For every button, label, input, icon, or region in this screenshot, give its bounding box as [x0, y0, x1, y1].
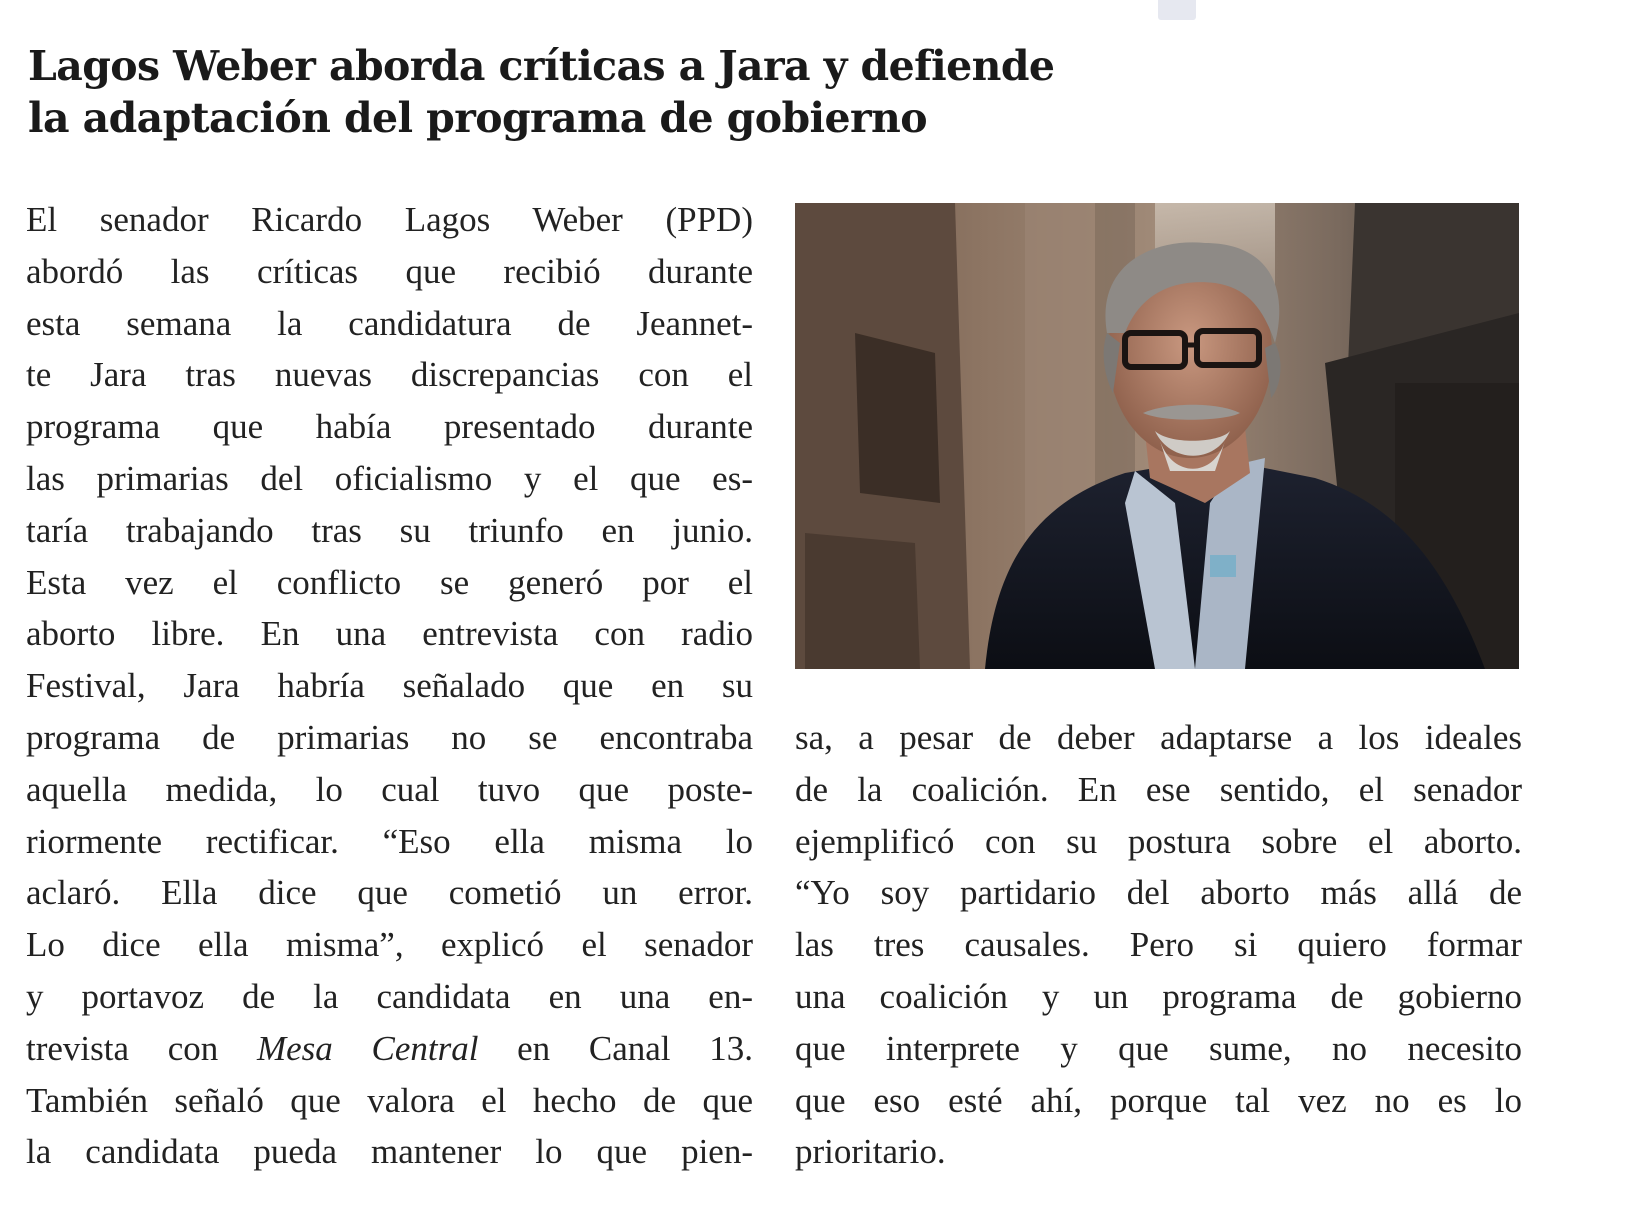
body-line: También señaló que valora el hecho de que	[26, 1080, 753, 1120]
body-line: las tres causales. Pero si quiero formar	[795, 925, 1522, 965]
body-line: que eso esté ahí, porque tal vez no es lo	[795, 1080, 1522, 1120]
body-line: una coalición y un programa de gobierno	[795, 976, 1522, 1016]
body-line: aclaró. Ella dice que cometió un error.	[26, 873, 753, 913]
body-line: de la coalición. En ese sentido, el senador	[795, 769, 1522, 809]
article-column-right	[795, 712, 1522, 1178]
body-line: Esta vez el conflicto se generó por el	[26, 562, 753, 602]
body-line: Festival, Jara habría señalado que en su	[26, 666, 753, 706]
portrait-image	[795, 203, 1519, 669]
article-column-left	[26, 194, 753, 1178]
body-line: programa de primarias no se encontraba	[26, 717, 753, 757]
body-line: que interprete y que sume, no necesito	[795, 1028, 1522, 1068]
body-line-last: prioritario.	[795, 1132, 946, 1172]
headline	[28, 40, 1128, 144]
body-line: las primarias del oficialismo y el que es-	[26, 458, 753, 498]
body-line: ejemplificó con su postura sobre el aborto.	[795, 821, 1522, 861]
body-line: “Yo soy partidario del aborto más allá de	[795, 873, 1522, 913]
body-line: programa que había presentado durante	[26, 407, 753, 447]
body-line: sa, a pesar de deber adaptarse a los ideales	[795, 718, 1522, 757]
body-line: riormente rectificar. “Eso ella misma lo	[26, 821, 753, 861]
body-text: en Canal 13.	[478, 1028, 753, 1068]
body-line: abordó las críticas que recibió durante	[26, 251, 753, 291]
body-line: El senador Ricardo Lagos Weber (PPD)	[26, 200, 753, 239]
body-line: te Jara tras nuevas discrepancias con el	[26, 355, 753, 395]
scroll-indicator	[1158, 0, 1196, 20]
body-line: aborto libre. En una entrevista con radio	[26, 614, 753, 654]
body-line-mesa-central	[26, 1023, 753, 1075]
headline-line-1: Lagos Weber aborda críticas a Jara y defiende	[28, 42, 1055, 90]
article-photo	[795, 203, 1519, 669]
headline-line-2: la adaptación del programa de gobierno	[28, 94, 927, 142]
body-line: Lo dice ella misma”, explicó el senador	[26, 925, 753, 965]
body-line: aquella medida, lo cual tuvo que poste-	[26, 769, 753, 809]
body-text: trevista con	[26, 1028, 257, 1068]
body-line: la candidata pueda mantener lo que pien-	[26, 1132, 753, 1172]
body-line: esta semana la candidatura de Jeannet-	[26, 303, 753, 343]
body-line: y portavoz de la candidata en una en-	[26, 976, 753, 1016]
program-title: Mesa Central	[256, 1028, 479, 1068]
body-line: taría trabajando tras su triunfo en junio.	[26, 510, 753, 550]
